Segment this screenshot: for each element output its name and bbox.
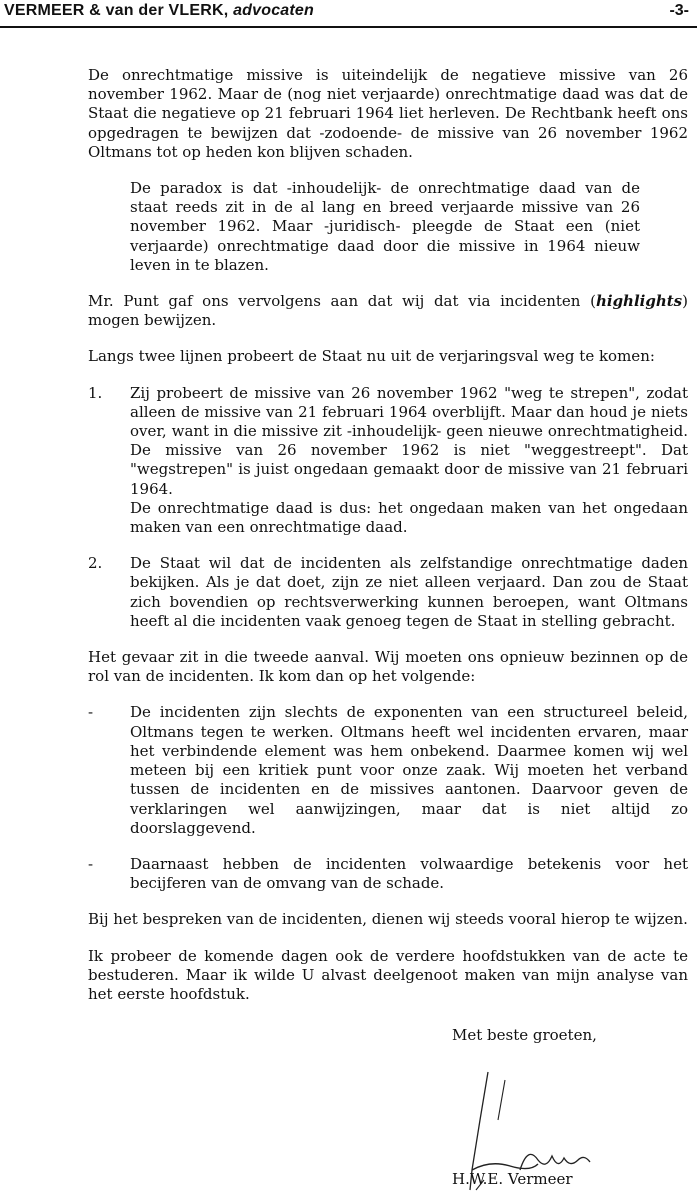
paragraph-5: Bij het bespreken van de incidenten, dienen wij steeds vooral hierop te wijzen. xyxy=(88,910,688,929)
paragraph-2-end: ) mogen bewijzen. xyxy=(88,292,688,330)
firm-name-main: VERMEER & van der VLERK, xyxy=(4,2,229,19)
paragraph-1: De onrechtmatige missive is uiteindelijk de negatieve missive van 26 november 1962. Maar de (nog niet verjaarde) onrechtmatige daad was dat de Staat die negatieve op 21 februari 1964 liet herleven. De Rechtbank heeft ons opgedragen te bewijzen dat -zodoende- de missive van 26 november 1962 Oltmans tot op heden kon blijven schaden. xyxy=(88,66,688,161)
paragraph-3: Langs twee lijnen probeert de Staat nu uit de verjaringsval weg te komen: xyxy=(88,347,655,366)
paragraph-2 xyxy=(88,292,688,330)
bullet-item-2 xyxy=(88,855,688,893)
bullet-item-1 xyxy=(88,703,688,837)
list-marker: 2. xyxy=(88,554,103,573)
signatory-name: H.W.E. Vermeer xyxy=(452,1170,573,1188)
bullet-item-text: De incidenten zijn slechts de exponenten van een structureel beleid, Oltmans tegen te werken. Oltmans heeft wel incidenten ervaren, maar het verbindende element was hem onbekend. Daarmee komen wij wel meteen bij een kritiek punt voor onze zaak. Wij moeten het verband tussen de incidenten en de missives aantonen. Daarvoor geven de verklaringen wel aanwijzingen, maar dat is niet altijd zo doorslaggevend. xyxy=(130,703,688,837)
list-item-conclusion: De onrechtmatige daad is dus: het ongedaan maken van het ongedaan maken van een onrechtmatige daad. xyxy=(130,498,688,537)
bullet-marker: - xyxy=(88,854,94,873)
bullet-marker: - xyxy=(88,703,94,722)
letter-body xyxy=(88,66,688,1021)
closing-salutation: Met beste groeten, xyxy=(452,1026,597,1044)
page-number: -3- xyxy=(669,2,689,19)
letterhead xyxy=(0,0,697,28)
paragraph-2-start: Mr. Punt gaf ons vervolgens aan dat wij dat via incidenten ( xyxy=(88,292,596,311)
paragraph-2-emphasis: highlights xyxy=(595,292,683,311)
handwritten-signature xyxy=(450,1020,670,1195)
firm-name xyxy=(4,2,314,20)
firm-name-suffix: advocaten xyxy=(233,2,315,19)
list-marker: 1. xyxy=(88,383,103,402)
list-item-text: Zij probeert de missive van 26 november 1962 "weg te strepen", zodat alleen de missive van 21 februari 1964 overblijft. Maar dan houd je niets over, want in die missive zit -inhoudelijk- geen nieuwe onrechtmatigheid. De missive van 26 november 1962 is niet "weggestreept". Dat "wegstrepen" is juist ongedaan gemaakt door de missive van 21 februari 1964. xyxy=(130,383,688,498)
paragraph-6: Ik probeer de komende dagen ook de verdere hoofdstukken van de acte te bestuderen. Maar ik wilde U alvast deelgenoot maken van mijn analyse van het eerste hoofdstuk. xyxy=(88,946,688,1003)
list-item-1 xyxy=(88,384,688,538)
indented-quote: De paradox is dat -inhoudelijk- de onrechtmatige daad van de staat reeds zit in de al lang en breed verjaarde missive van 26 november 1962. Maar -juridisch- pleegde de Staat een (niet verjaarde) onrechtmatige daad door die missive in 1964 nieuw leven in te blazen. xyxy=(130,179,640,274)
list-item-text: De Staat wil dat de incidenten als zelfstandige onrechtmatige daden bekijken. Als je dat doet, zijn ze niet alleen verjaard. Dan zou de Staat zich bovendien op rechtsverwerking kunnen beroepen, want Oltmans heeft al die incidenten vaak genoeg tegen de Staat in stelling gebracht. xyxy=(130,554,688,630)
list-item-2 xyxy=(88,554,688,631)
paragraph-4: Het gevaar zit in die tweede aanval. Wij moeten ons opnieuw bezinnen op de rol van de incidenten. Ik kom dan op het volgende: xyxy=(88,648,688,686)
bullet-item-text: Daarnaast hebben de incidenten volwaardige betekenis voor het becijferen van de omvang van de schade. xyxy=(130,854,688,893)
